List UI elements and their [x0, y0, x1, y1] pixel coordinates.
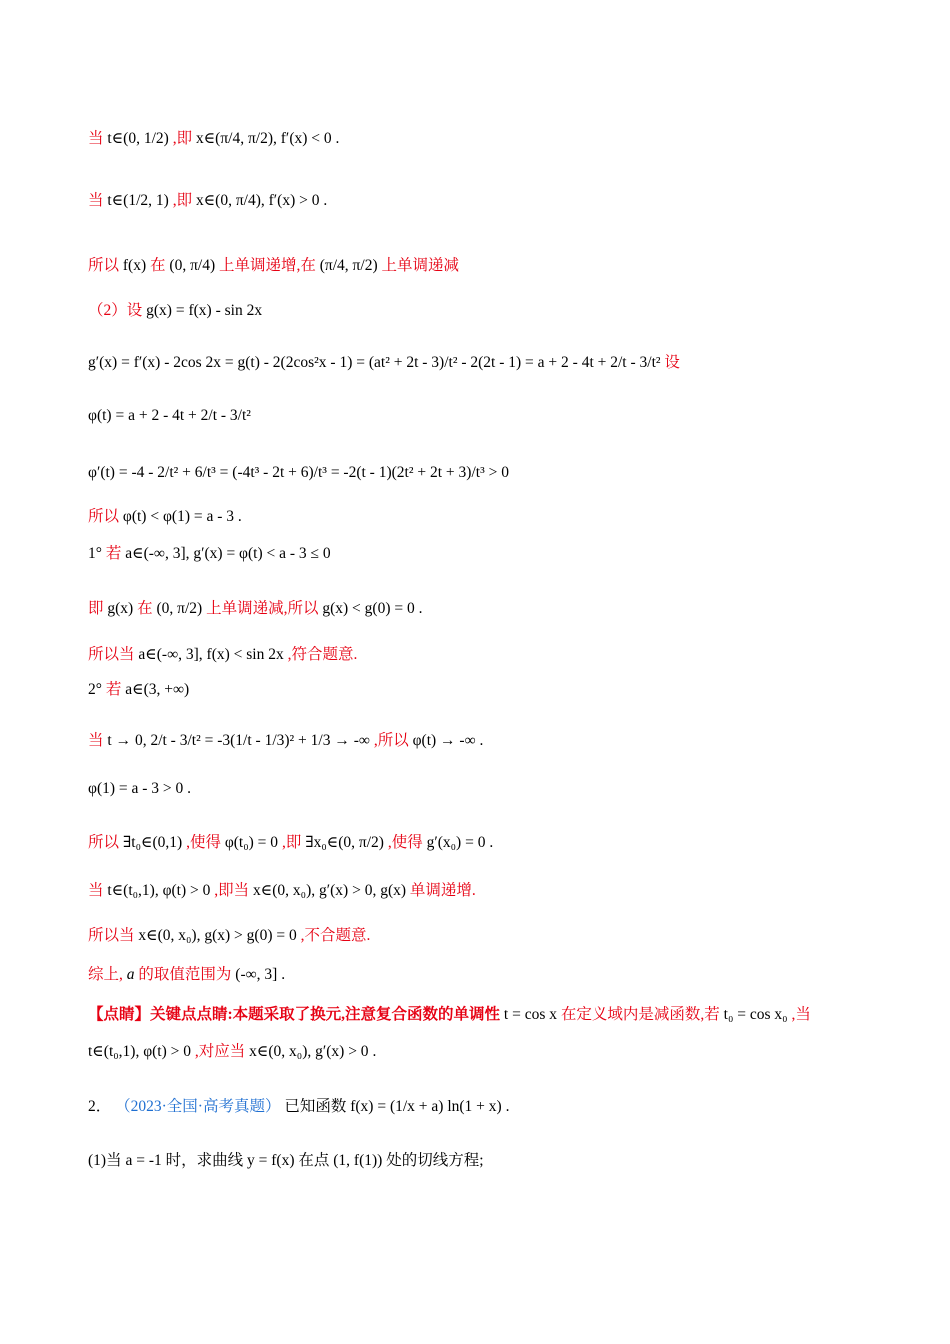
red-text: （2）设	[88, 302, 143, 319]
math: t₀ = cos x₀	[723, 1006, 788, 1023]
math: a	[126, 966, 135, 983]
math: (0, π/4)	[169, 257, 216, 274]
math: x∈(π/4, π/2), f′(x) < 0	[195, 130, 332, 147]
line-9	[88, 543, 331, 565]
red-text: ,即当	[214, 882, 250, 899]
red-text: 单调递增.	[409, 882, 476, 899]
punct: .	[187, 780, 192, 797]
red-text: 在	[137, 600, 153, 617]
question-text: 时，求曲线	[165, 1152, 244, 1169]
red-text: 所以当	[88, 927, 135, 944]
math: t∈(t₀,1), φ(t) > 0	[88, 1043, 192, 1060]
line-7	[88, 462, 509, 484]
math: x∈(0, π/4), f′(x) > 0	[195, 192, 320, 209]
line-2	[88, 190, 327, 212]
punct: .	[372, 1043, 377, 1060]
red-text: ,即	[172, 192, 193, 209]
line-20	[88, 1041, 376, 1063]
punct: .	[323, 192, 328, 209]
line-19	[88, 1004, 811, 1026]
red-text: 当	[88, 882, 104, 899]
math: a∈(3, +∞)	[125, 681, 190, 698]
math: (1, f(1))	[333, 1152, 383, 1169]
question-source: （2023·全国·高考真题）	[115, 1098, 281, 1115]
math: (-∞, 3]	[235, 966, 278, 983]
line-16	[88, 880, 476, 902]
line-12	[88, 679, 189, 701]
red-text: 所以	[88, 257, 120, 274]
question-text: (1)当	[88, 1152, 122, 1169]
math: φ(1) = a - 3 > 0	[88, 780, 184, 797]
math: a∈(-∞, 3], g′(x) = φ(t) < a - 3 ≤ 0	[125, 545, 331, 562]
math: x∈(0, x₀), g′(x) > 0, g(x)	[253, 882, 407, 899]
red-text: 若	[105, 681, 122, 698]
math: f(x)	[122, 257, 147, 274]
line-8	[88, 506, 242, 528]
red-text: ,使得	[186, 834, 221, 851]
red-text: 当	[88, 192, 104, 209]
question-text: 在点	[298, 1152, 330, 1169]
math: 2°	[88, 681, 102, 698]
punct: .	[335, 130, 340, 147]
question-number: 2．	[88, 1098, 112, 1115]
math: g(x) < g(0) = 0	[322, 600, 415, 617]
math: φ(t₀) = 0	[224, 834, 279, 851]
punct: .	[418, 600, 423, 617]
math: y = f(x)	[247, 1152, 295, 1169]
line-4	[88, 300, 262, 322]
red-text: 若	[105, 545, 122, 562]
red-text: ,使得	[387, 834, 423, 851]
red-text: ,即	[172, 130, 193, 147]
red-text: 综上,	[88, 966, 123, 983]
red-text: 【点睛】关键点点睛:本题采取了换元,注意复合函数的单调性	[88, 1006, 501, 1023]
line-5	[88, 352, 680, 374]
red-text: 的取值范围为	[138, 966, 232, 983]
line-13	[88, 730, 483, 752]
red-text: 所以	[88, 508, 120, 525]
line-1	[88, 128, 339, 150]
math: t → 0, 2/t - 3/t² = -3(1/t - 1/3)² + 1/3 → -∞	[107, 732, 370, 749]
red-text: 所以当	[88, 646, 135, 663]
punct: .	[237, 508, 242, 525]
red-text: ,不合题意.	[300, 927, 371, 944]
math: φ(t) < φ(1) = a - 3	[122, 508, 235, 525]
math: x∈(0, x₀), g(x) > g(0) = 0	[138, 927, 297, 944]
math: 1°	[88, 545, 102, 562]
math: g(x)	[107, 600, 134, 617]
punct: .	[479, 732, 484, 749]
math: t = cos x	[503, 1006, 558, 1023]
math: x∈(0, x₀), g′(x) > 0	[249, 1043, 369, 1060]
red-text: 上单调递减	[381, 257, 459, 274]
math: g′(x₀) = 0	[426, 834, 486, 851]
math: φ(t) → -∞	[412, 732, 476, 749]
math: g(x) = f(x) - sin 2x	[146, 302, 263, 319]
math: ∃t₀∈(0,1)	[122, 834, 183, 851]
line-6	[88, 405, 251, 427]
red-text: 设	[664, 354, 680, 371]
red-text: 上单调递减,所以	[206, 600, 319, 617]
red-text: ,当	[791, 1006, 811, 1023]
red-text: ,对应当	[194, 1043, 246, 1060]
punct: .	[281, 966, 286, 983]
math: g′(x) = f′(x) - 2cos 2x = g(t) - 2(2cos²x - 1) = (at² + 2t - 3)/t² - 2(2t - 1) = a + 2 - 4t + 2/t - 3/t²	[88, 354, 661, 371]
red-text: 当	[88, 732, 104, 749]
red-text: 在定义域内是减函数,若	[560, 1006, 720, 1023]
line-18	[88, 964, 285, 986]
math: (π/4, π/2)	[319, 257, 378, 274]
line-10	[88, 598, 422, 620]
line-15	[88, 832, 493, 854]
red-text: ,即	[281, 834, 302, 851]
red-text: ,符合题意.	[287, 646, 358, 663]
line-3	[88, 255, 459, 277]
math: t∈(1/2, 1)	[107, 192, 169, 209]
red-text: 上单调递增,在	[219, 257, 316, 274]
math: a = -1	[125, 1152, 162, 1169]
math: f(x) = (1/x + a) ln(1 + x)	[350, 1098, 502, 1115]
line-17	[88, 925, 370, 947]
red-text: ,所以	[373, 732, 409, 749]
math: t∈(t₀,1), φ(t) > 0	[107, 882, 211, 899]
math: (0, π/2)	[156, 600, 203, 617]
math: a∈(-∞, 3], f(x) < sin 2x	[138, 646, 284, 663]
line-11	[88, 644, 357, 666]
red-text: 在	[150, 257, 166, 274]
question-text: 处的切线方程;	[386, 1152, 484, 1169]
math: φ(t) = a + 2 - 4t + 2/t - 3/t²	[88, 407, 251, 424]
math: t∈(0, 1/2)	[107, 130, 169, 147]
math: φ′(t) = -4 - 2/t² + 6/t³ = (-4t³ - 2t + 6)/t³ = -2(t - 1)(2t² + 2t + 3)/t³ > 0	[88, 464, 509, 481]
punct: .	[505, 1098, 510, 1115]
question-text: 已知函数	[284, 1098, 347, 1115]
red-text: 所以	[88, 834, 120, 851]
line-14	[88, 778, 191, 800]
red-text: 即	[88, 600, 104, 617]
question-2-part-1	[88, 1150, 484, 1172]
punct: .	[489, 834, 494, 851]
red-text: 当	[88, 130, 104, 147]
question-2	[88, 1096, 509, 1118]
math: ∃x₀∈(0, π/2)	[305, 834, 384, 851]
